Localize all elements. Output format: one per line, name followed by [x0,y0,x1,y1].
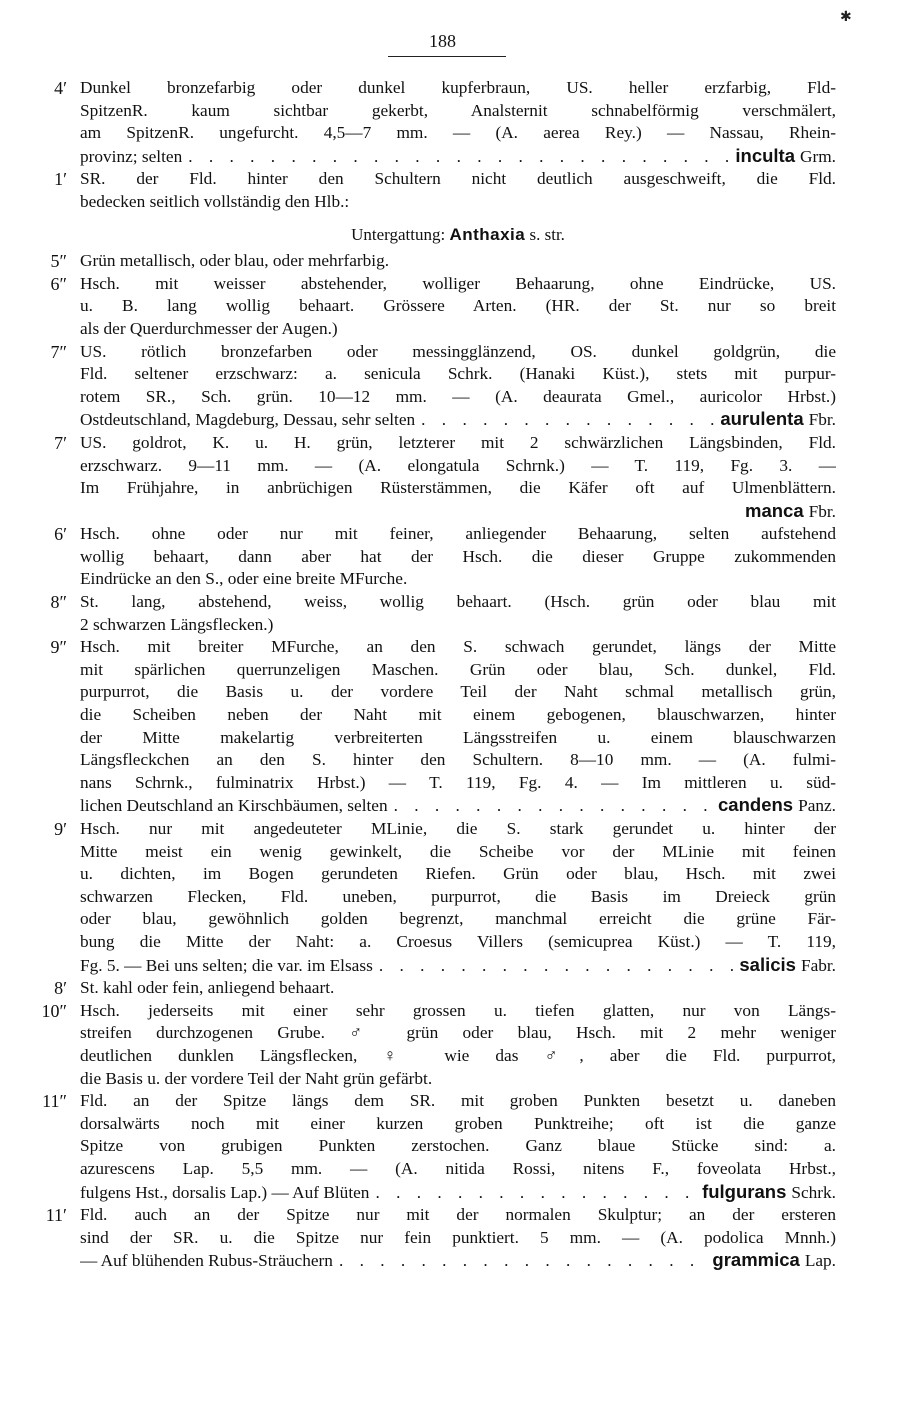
species-author: Fbr. [808,501,836,521]
key-text [41,77,836,1273]
species-line-text: Ostdeutschland, Magdeburg, Dessau, sehr selten [80,410,416,430]
text-line: mit spärlichen querrunzeligen Maschen. Grün oder blau, Sch. dunkel, Fld. [80,659,836,679]
text-line: Eindrücke an den S., oder eine breite MFurche. [80,569,408,589]
species-line [80,1249,836,1273]
page-number-rule [388,56,506,57]
key-entry [50,591,836,636]
species-line-text: provinz; selten [80,146,183,166]
species-name: salicis [739,953,796,975]
text-line: Hsch. ohne oder nur mit feiner, anliegender Behaarung, selten aufstehend [80,524,836,544]
text-line: als der Querdurchmesser der Augen.) [80,318,338,338]
subgenus-name: Anthaxia [449,224,526,244]
key-entry [41,1000,836,1090]
key-entry [50,250,836,273]
key-entry [54,818,836,977]
couplet-number: 11″ [42,1091,67,1112]
text-line: St. kahl oder fein, anliegend behaart. [80,978,335,998]
text-line: oder blau, gewöhnlich golden begrenzt, manchmal erreicht die grüne Fär- [80,909,836,929]
text-line: Grün metallisch, oder blau, oder mehrfarbig. [80,251,390,271]
species-line [80,408,836,432]
text-line: nans Schrnk., fulminatrix Hrbst.) — T. 119, Fg. 4. — Im mittleren u. süd- [80,772,836,792]
text-line: Mitte meist ein wenig gewinkelt, die Scheibe vor der MLinie mit feinen [80,841,836,861]
key-entry [54,977,836,1000]
couplet-number: 6″ [50,273,67,294]
text-line: Fld. an der Spitze längs dem SR. mit groben Punkten besetzt u. daneben [80,1091,836,1111]
couplet-number: 8″ [50,592,67,613]
text-line: sind der SR. u. die Spitze nur fein punktiert. 5 mm. — (A. podolica Mnnh.) [80,1227,836,1247]
text-line: erzschwarz. 9—11 mm. — (A. elongatula Schrnk.) — T. 119, Fg. 3. — [80,455,836,475]
species-line [80,954,836,978]
couplet-number: 5″ [50,251,67,272]
species-author: Panz. [798,796,836,816]
text-line: SpitzenR. kaum sichtbar gekerbt, Analsternit schnabelförmig verschmälert, [80,100,836,120]
leader-dots [394,795,712,818]
text-line: Fld. auch an der Spitze nur mit der normalen Skulptur; an der ersteren [80,1205,836,1225]
text-line: Hsch. mit weisser abstehender, wolliger Behaarung, ohne Eindrücke, US. [80,273,836,293]
ink-spot-icon: ✱ [840,10,852,25]
text-line: Hsch. jederseits mit einer sehr grossen u. tiefen glatten, nur von Längs- [80,1000,836,1020]
couplet-number: 9′ [54,819,67,839]
text-line: streifen durchzogenen Grube. ♂ grün oder blau, Hsch. mit 2 mehr weniger [80,1023,836,1043]
key-entry [50,273,836,341]
species-line [80,794,836,818]
species-name: aurulenta [720,408,804,430]
text-line: deutlichen dunklen Längsflecken, ♀ wie das ♂, aber die Fld. purpurrot, [80,1045,836,1065]
species-author: Lap. [804,1251,836,1271]
text-line: St. lang, abstehend, weiss, wollig behaart. (Hsch. grün oder blau mit [80,592,836,612]
leader-dots [375,1182,696,1205]
text-line: Fld. seltener erzschwarz: a. senicula Schrk. (Hanaki Küst.), stets mit purpur- [80,364,836,384]
species-line-text: fulgens Hst., dorsalis Lap.) — Auf Blüten [80,1182,370,1202]
leader-dots [339,1250,706,1273]
text-line: SR. der Fld. hinter den Schultern nicht deutlich ausgeschweift, die Fld. [80,169,836,189]
text-line: die Basis u. der vordere Teil der Naht grün gefärbt. [80,1068,433,1088]
text-line: Hsch. nur mit angedeuteter MLinie, die S. stark gerundet u. hinter der [80,819,836,838]
text-line: bedecken seitlich vollständig den Hlb.: [80,191,350,211]
text-line: Dunkel bronzefarbig oder dunkel kupferbraun, US. heller erzfarbig, Fld- [80,78,836,97]
couplet-number: 8′ [54,978,67,999]
species-line [80,145,836,169]
species-name: candens [718,794,794,816]
subgenus-suffix: s. str. [529,224,565,244]
text-line: u. B. lang wollig behaart. Grössere Arten. (HR. der St. nur so breit [80,296,836,316]
species-name: inculta [735,144,795,166]
key-entry [54,168,836,213]
text-line: dorsalwärts noch mit einer kurzen groben Punktreihe; oft ist die ganze [80,1113,836,1133]
text-line: der Mitte makelartig verbreiterten Längsstreifen u. einem blauschwarzen [80,727,836,747]
species-author: Fabr. [800,955,836,975]
species-name: manca [745,499,804,521]
text-line: schwarzen Flecken, Fld. uneben, purpurrot, die Basis im Dreieck grün [80,886,836,906]
species-line-text: Fg. 5. — Bei uns selten; die var. im Elsass [80,955,373,975]
text-line: bung die Mitte der Naht: a. Croesus Villers (semicuprea Küst.) — T. 119, [80,931,836,951]
couplet-number: 10″ [41,1000,67,1021]
text-line: Hsch. mit breiter MFurche, an den S. schwach gerundet, längs der Mitte [80,637,836,657]
species-line [80,500,836,524]
text-line: US. goldrot, K. u. H. grün, letzterer mit 2 schwärzlichen Längsbinden, Fld. [80,432,836,452]
text-line: US. rötlich bronzefarben oder messingglänzend, OS. dunkel goldgrün, die [80,341,836,361]
page-number: 188 [429,31,456,51]
text-line: am SpitzenR. ungefurcht. 4,5—7 mm. — (A. aerea Rey.) — Nassau, Rhein- [80,123,836,143]
species-line [80,1181,836,1205]
key-entry [50,341,836,432]
text-line: 2 schwarzen Längsflecken.) [80,614,274,634]
text-line: wollig behaart, dann aber hat der Hsch. die dieser Gruppe zukommenden [80,546,836,566]
subgenus-heading [80,224,836,247]
leader-dots [379,955,734,978]
subgenus-prefix: Untergattung: [351,224,446,244]
species-author: Grm. [800,146,836,166]
species-name: grammica [712,1249,800,1271]
key-entry [54,523,836,591]
species-author: Schrk. [791,1182,836,1202]
couplet-number: 6′ [54,524,67,545]
text-line: rotem SR., Sch. grün. 10—12 mm. — (A. deaurata Gmel., auricolor Hrbst.) [80,386,836,406]
couplet-number: 1′ [54,169,67,190]
key-entry [50,636,836,818]
key-entry [54,432,836,523]
couplet-number: 7′ [54,432,67,453]
couplet-number: 7″ [50,341,67,362]
species-line-text: lichen Deutschland an Kirschbäumen, selten [80,796,388,816]
species-author: Fbr. [808,410,836,430]
text-line: u. dichten, im Bogen gerundeten Riefen. Grün oder blau, Hsch. mit zwei [80,864,836,884]
species-line-text: — Auf blühenden Rubus-Sträuchern [80,1251,333,1271]
text-line: azurescens Lap. 5,5 mm. — (A. nitida Rossi, nitens F., foveolata Hrbst., [80,1158,836,1178]
text-line: die Scheiben neben der Naht mit einem gebogenen, blauschwarzen, hinter [80,705,836,725]
leader-dots [188,146,729,169]
key-entry [45,1204,836,1273]
species-name: fulgurans [702,1180,787,1202]
couplet-number: 11′ [45,1205,67,1226]
key-entry [54,77,836,168]
text-line: purpurrot, die Basis u. der vordere Teil der Naht schmal metallisch grün, [80,682,836,702]
couplet-number: 4′ [54,78,67,98]
text-line: Längsfleckchen an den S. hinter den Schultern. 8—10 mm. — (A. fulmi- [80,750,836,770]
text-line: Im Frühjahre, in anbrüchigen Rüsterstämmen, die Käfer oft auf Ulmenblättern. [80,478,836,498]
leader-dots [421,409,714,432]
couplet-number: 9″ [50,637,67,658]
text-line: Spitze von grubigen Punkten zerstochen. Ganz blaue Stücke sind: a. [80,1136,836,1156]
key-entry [42,1090,836,1204]
